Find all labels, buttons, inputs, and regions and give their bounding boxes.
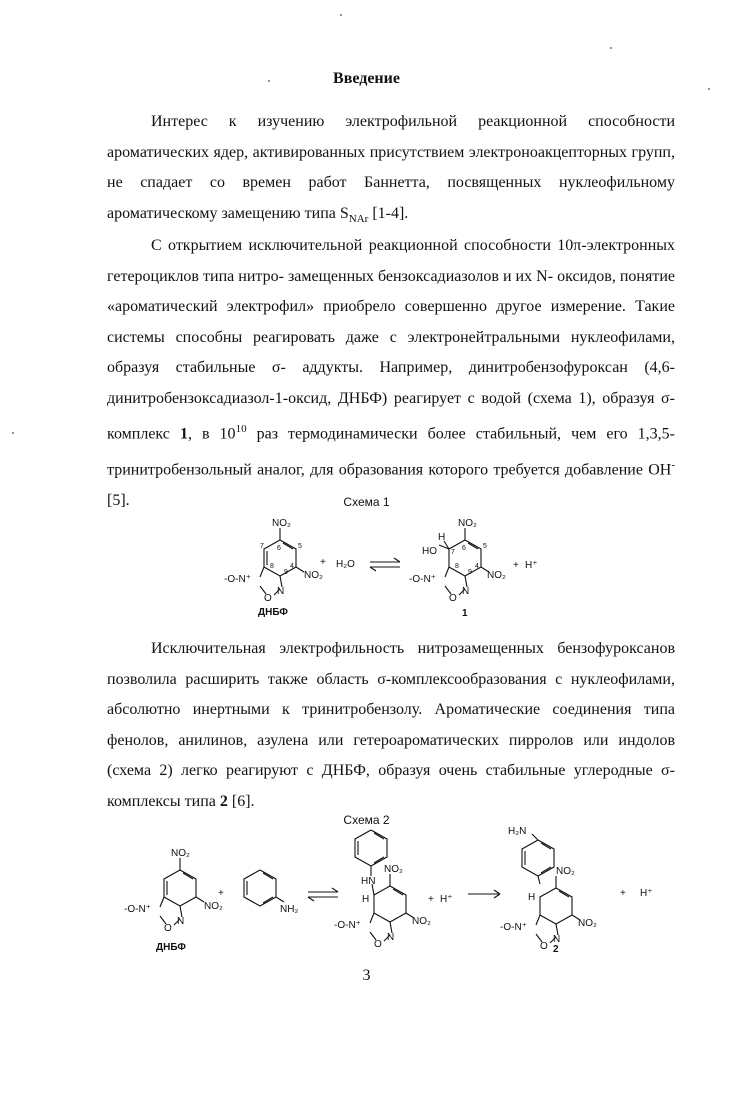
proton-label: H⁺ bbox=[525, 560, 538, 571]
n-oxide-label: -O-N⁺ bbox=[409, 574, 436, 585]
ring-nitrogen: N bbox=[277, 586, 285, 597]
locant: 6 bbox=[277, 545, 281, 552]
no2-label: NO₂ bbox=[171, 848, 190, 859]
paragraph-text: С открытием исключительной реакционной способности 10π-электронных гетероциклов типа нитро- замещенных бензоксадиазолов и их N- оксидов, понятие «ароматический электрофил» приобрело совершенно другое измерение. Такие системы способны реагировать даже с электронейтральными нуклеофилами, образуя стабильные σ- аддукты. Например, динитробензофуроксан (4,6-динитробензоксадиазол-1-оксид, ДНБФ) реагирует с водой (схема 1), образуя σ-комплекс bbox=[107, 237, 675, 443]
section-heading: Введение bbox=[333, 70, 400, 87]
n-oxide-label: -O-N⁺ bbox=[124, 904, 151, 915]
locant: 5 bbox=[298, 543, 302, 550]
no2-label: NO₂ bbox=[412, 916, 431, 927]
exponent: 10 bbox=[235, 423, 247, 435]
equilibrium-arrow bbox=[308, 888, 338, 901]
paragraph-text: Интерес к изучению электрофильной реакционной способности ароматических ядер, активированных присутствием электроноакцепторных групп, не спадает со времен работ Баннетта, посвященных нуклеофильному ароматическому замещению типа S bbox=[107, 113, 675, 222]
scan-speck bbox=[340, 14, 342, 16]
locant: 4 bbox=[290, 563, 294, 570]
hydroxy-label: HO bbox=[422, 546, 437, 557]
paragraph-dnbf bbox=[107, 231, 675, 516]
no2-label: NO₂ bbox=[487, 570, 506, 581]
ring-nitrogen: N bbox=[387, 932, 395, 943]
page-number: 3 bbox=[362, 967, 371, 984]
locant: 5 bbox=[483, 543, 487, 550]
paragraph-text: , в 10 bbox=[187, 425, 236, 443]
hydrogen-label: H bbox=[528, 892, 536, 903]
ring-oxygen: O bbox=[540, 941, 548, 952]
n-oxide-label: -O-N⁺ bbox=[224, 574, 251, 585]
locant: 8 bbox=[455, 563, 459, 570]
no2-label: NO₂ bbox=[304, 570, 323, 581]
ring-oxygen: O bbox=[374, 939, 382, 950]
reaction-arrow bbox=[468, 890, 500, 898]
paragraph-text: Исключительная электрофильность нитрозамещенных бензофуроксанов позволила расширить также область σ-комплексообразования с нуклеофилами, абсолютно инертными к тринитробензолу. Ароматические соединения типа фенолов, анилинов, азулена или гетероароматических пирролов или индолов (схема 2) легко реагируют с ДНБФ, образуя очень стабильные углеродные σ-комплексы типа bbox=[107, 640, 675, 810]
paragraph-sigma-complexes bbox=[107, 634, 675, 817]
plus-sign: + bbox=[428, 894, 434, 905]
locant: 7 bbox=[451, 549, 455, 556]
hydrogen-label: H bbox=[362, 894, 370, 905]
compound-number: 1 bbox=[179, 425, 188, 443]
ring-nitrogen: N bbox=[177, 916, 185, 927]
plus-sign: + bbox=[513, 560, 519, 571]
compound-number: 2 bbox=[219, 792, 228, 810]
zwitterion-adduct-structure bbox=[334, 830, 431, 950]
no2-label: NO₂ bbox=[272, 518, 291, 529]
proton-label: H⁺ bbox=[640, 888, 653, 899]
ring-nitrogen: N bbox=[462, 586, 470, 597]
dnbf-structure bbox=[224, 518, 323, 618]
compound-2-structure bbox=[500, 826, 597, 955]
n-oxide-label: -O-N⁺ bbox=[500, 922, 527, 933]
ring-nitrogen: N bbox=[553, 934, 561, 945]
ring-oxygen: O bbox=[164, 923, 172, 934]
ring-oxygen: O bbox=[264, 593, 272, 604]
compound-2-label: 2 bbox=[553, 944, 559, 955]
ring-oxygen: O bbox=[449, 593, 457, 604]
charge: - bbox=[671, 458, 675, 471]
paragraph-intro bbox=[107, 107, 675, 234]
no2-label: NO₂ bbox=[556, 866, 575, 877]
paragraph-text: раз термодинамически более стабильный, чем его 1,3,5-тринитробензольный аналог, для образования которого требуется добавление OH bbox=[107, 425, 675, 479]
scan-speck bbox=[12, 432, 14, 434]
dnbf-label: ДНБФ bbox=[258, 607, 288, 618]
nh-label: HN bbox=[361, 876, 376, 887]
no2-label: NO₂ bbox=[458, 518, 477, 529]
sigma-complex-1-structure bbox=[409, 518, 506, 619]
compound-1-label: 1 bbox=[462, 608, 468, 619]
scheme-2-title: Схема 2 bbox=[343, 813, 390, 827]
amine-label: NH₂ bbox=[280, 904, 299, 915]
locant: 9 bbox=[468, 569, 472, 576]
paragraph-text: [1-4]. bbox=[368, 204, 409, 222]
no2-label: NO₂ bbox=[204, 901, 223, 912]
scheme-1-diagram bbox=[200, 510, 540, 625]
paragraph-text: [5]. bbox=[107, 491, 130, 509]
no2-label: NO₂ bbox=[384, 864, 403, 875]
locant: 8 bbox=[270, 563, 274, 570]
plus-sign: + bbox=[218, 888, 224, 899]
plus-sign: + bbox=[620, 888, 626, 899]
h2n-label: H₂N bbox=[508, 826, 527, 837]
proton-label: H⁺ bbox=[440, 894, 453, 905]
scheme-1-title: Схема 1 bbox=[343, 495, 390, 509]
locant: 6 bbox=[462, 545, 466, 552]
dnbf-structure bbox=[124, 848, 223, 953]
locant: 9 bbox=[284, 569, 288, 576]
paragraph-text: [6]. bbox=[227, 792, 255, 810]
equilibrium-arrow bbox=[370, 558, 400, 571]
no2-label: NO₂ bbox=[578, 918, 597, 929]
locant: 4 bbox=[475, 563, 479, 570]
locant: 7 bbox=[260, 543, 264, 550]
snar-subscript: NAr bbox=[348, 212, 369, 225]
n-oxide-label: -O-N⁺ bbox=[334, 920, 361, 931]
aniline-structure bbox=[244, 870, 298, 915]
scheme-2-diagram bbox=[110, 826, 670, 960]
hydrogen-label: H bbox=[438, 532, 446, 543]
scan-speck bbox=[610, 47, 612, 49]
plus-sign: + bbox=[320, 557, 326, 568]
scan-speck bbox=[708, 88, 710, 90]
dnbf-label: ДНБФ bbox=[156, 942, 186, 953]
water-reagent: H₂O bbox=[336, 559, 355, 570]
